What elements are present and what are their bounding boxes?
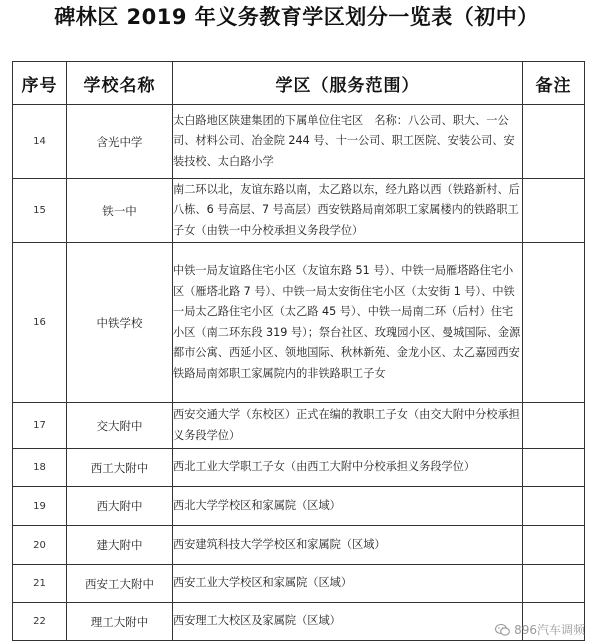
row-zone: 西安理工大校区及家属院（区域） — [173, 603, 523, 641]
header-school: 学校名称 — [67, 62, 173, 105]
wechat-logo-icon — [495, 624, 510, 636]
row-num: 17 — [13, 403, 67, 449]
row-note — [523, 487, 585, 526]
row-school: 西大附中 — [67, 487, 173, 526]
row-num: 21 — [13, 565, 67, 603]
page-title: 碑林区 2019 年义务教育学区划分一览表（初中） — [54, 5, 539, 29]
row-note — [523, 243, 585, 403]
watermark-text: 896汽车调频 — [514, 623, 585, 637]
table-row — [13, 449, 585, 487]
row-zone: 南二环以北，友谊东路以南，太乙路以东，经九路以西（铁路新村、后八栋、6 号高层、7 号高层）西安铁路局南郊职工家属楼内的铁路职工子女（由铁一中分校承担义务段学位） — [173, 179, 523, 243]
row-zone: 西安工业大学校区和家属院（区域） — [173, 565, 523, 603]
row-school: 含光中学 — [67, 105, 173, 179]
row-zone: 西北工业大学职工子女（由西工大附中分校承担义务段学位） — [173, 449, 523, 487]
row-note — [523, 449, 585, 487]
school-district-table — [12, 61, 585, 641]
row-num: 19 — [13, 487, 67, 526]
row-num: 16 — [13, 243, 67, 403]
table-row — [13, 487, 585, 526]
row-num: 14 — [13, 105, 67, 179]
row-school: 西工大附中 — [67, 449, 173, 487]
row-zone: 西安交通大学（东校区）正式在编的教职工子女（由交大附中分校承担义务段学位） — [173, 403, 523, 449]
table-row — [13, 105, 585, 179]
watermark — [495, 621, 585, 638]
row-school: 铁一中 — [67, 179, 173, 243]
row-note — [523, 526, 585, 565]
table-row — [13, 565, 585, 603]
table-header-row — [13, 62, 585, 105]
row-note — [523, 403, 585, 449]
row-school: 中铁学校 — [67, 243, 173, 403]
row-zone: 西北大学学校区和家属院（区域） — [173, 487, 523, 526]
header-num: 序号 — [13, 62, 67, 105]
row-school: 交大附中 — [67, 403, 173, 449]
header-zone: 学区（服务范围） — [173, 62, 523, 105]
table-row — [13, 243, 585, 403]
header-note: 备注 — [523, 62, 585, 105]
row-num: 20 — [13, 526, 67, 565]
row-zone: 中铁一局友谊路住宅小区（友谊东路 51 号）、中铁一局雁塔路住宅小区（雁塔北路 7 号）、中铁一局太安街住宅小区（太安街 1 号）、中铁一局太乙路住宅小区（太乙路 45 号）、中铁一局南二环（后村）住宅小区（南二环东段 319 号）；祭台社区、玫瑰园小区、曼城国际、金源都市公寓、西延小区、领地国际、秋林新苑、金龙小区、太乙嘉园西安铁路局南郊职工家属院内的非铁路职工子女 — [173, 243, 523, 403]
row-note — [523, 179, 585, 243]
row-note — [523, 105, 585, 179]
row-num: 22 — [13, 603, 67, 641]
row-num: 15 — [13, 179, 67, 243]
row-school: 理工大附中 — [67, 603, 173, 641]
table-row — [13, 526, 585, 565]
row-school: 建大附中 — [67, 526, 173, 565]
table-row — [13, 403, 585, 449]
row-note — [523, 565, 585, 603]
row-school: 西安工大附中 — [67, 565, 173, 603]
row-zone: 西安建筑科技大学学校区和家属院（区域） — [173, 526, 523, 565]
row-num: 18 — [13, 449, 67, 487]
row-zone: 太白路地区陕建集团的下属单位住宅区 名称：八公司、职大、一公司、材料公司、冶金院 244 号、十一公司、职工医院、安装公司、安装技校、太白路小学 — [173, 105, 523, 179]
table-row — [13, 179, 585, 243]
